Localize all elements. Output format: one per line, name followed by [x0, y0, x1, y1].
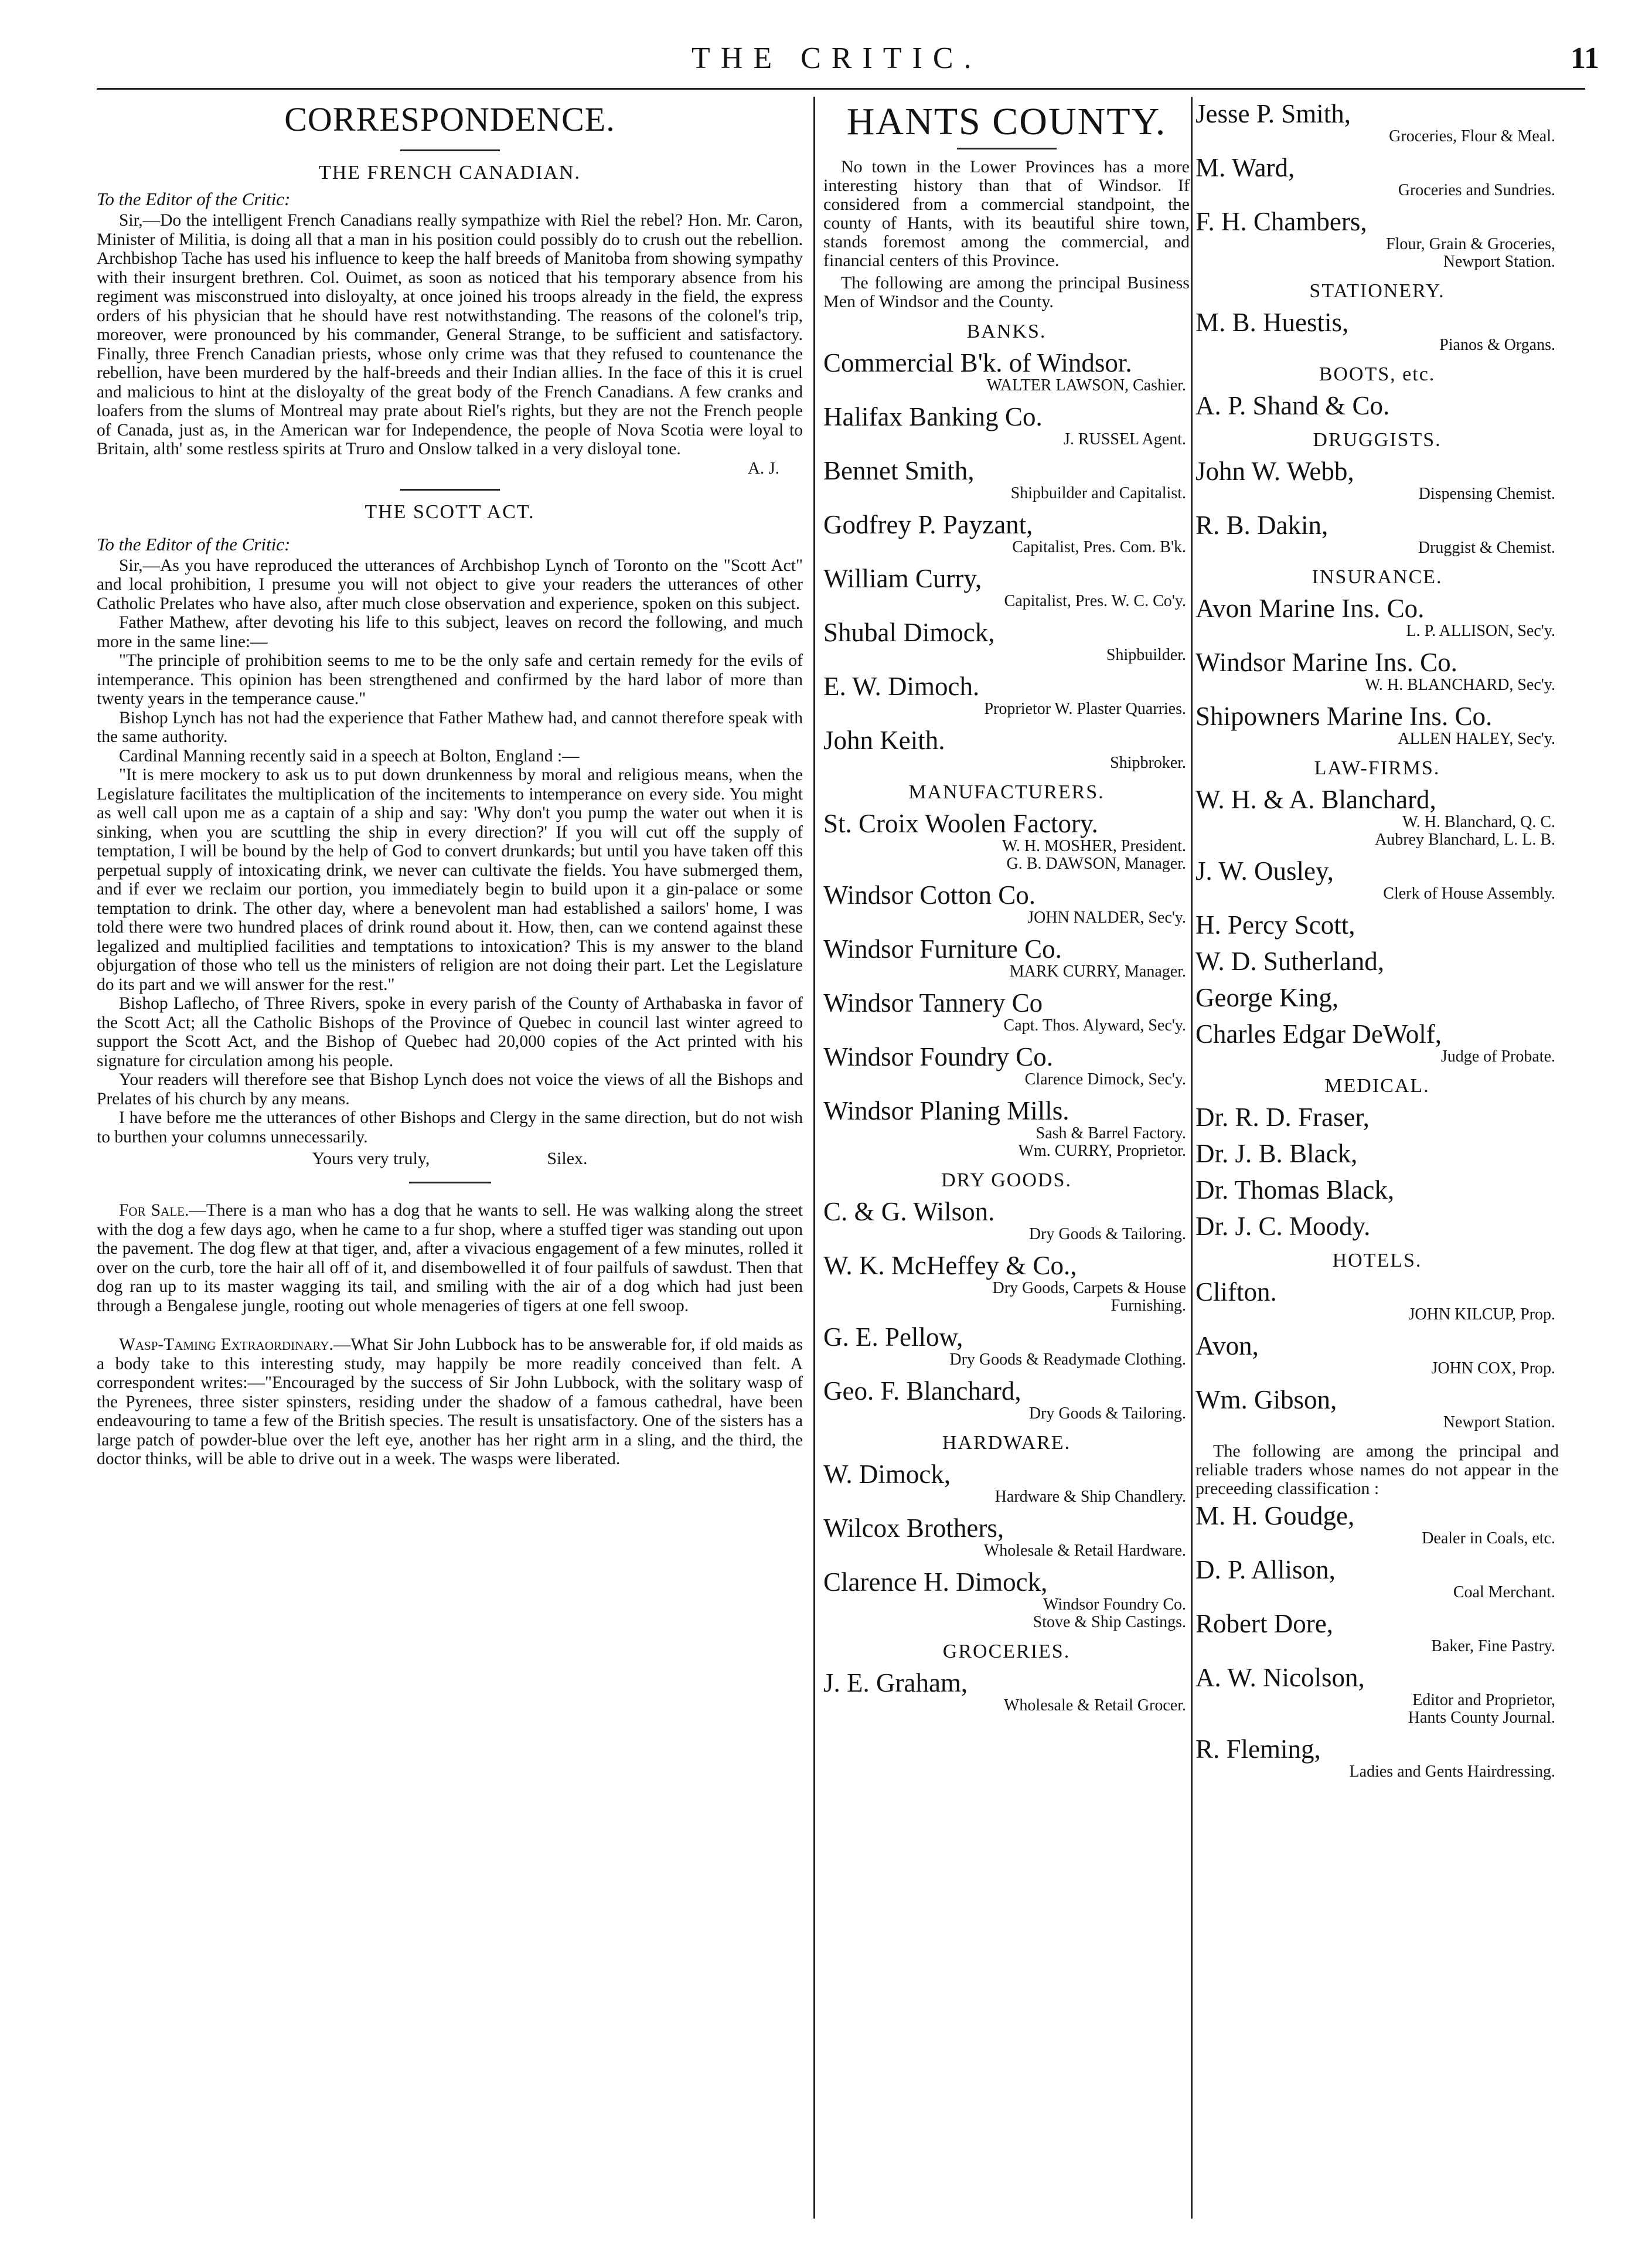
- business-detail: Judge of Probate.: [1440, 1047, 1555, 1066]
- directory-entry: [1195, 1139, 1559, 1168]
- directory-entry: [1195, 702, 1559, 748]
- business-detail: Dealer in Coals, etc.: [1422, 1529, 1555, 1547]
- business-name: Windsor Planing Mills.: [823, 1096, 1069, 1125]
- business-detail: Wholesale & Retail Grocer.: [1004, 1696, 1186, 1714]
- business-name: C. & G. Wilson.: [823, 1197, 995, 1226]
- business-detail: Dry Goods & Tailoring.: [1028, 1404, 1186, 1423]
- directory-entry: [823, 457, 1190, 502]
- directory-entry: [823, 564, 1190, 610]
- business-detail: W. H. Blanchard, Q. C.: [1402, 813, 1555, 831]
- directory-entry: [823, 989, 1190, 1035]
- business-detail: J. RUSSEL Agent.: [1064, 430, 1186, 448]
- hants-intro: No town in the Lower Provinces has a more interesting history than that of Windsor. If considered from a commercial standpoint, the county of Hants, with its beautiful shire town, stands foremost among the commercial, and financial centers of this Province.: [823, 157, 1190, 270]
- traders-intro: The following are among the principal and reliable traders whose names do not appear in the preceeding classification :: [1195, 1441, 1559, 1498]
- business-name: Avon Marine Ins. Co.: [1195, 594, 1425, 623]
- letter-title: THE SCOTT ACT.: [365, 501, 535, 523]
- business-name: Dr. Thomas Black,: [1195, 1175, 1395, 1205]
- directory-entry: [1195, 1278, 1559, 1324]
- business-detail: ALLEN HALEY, Sec'y.: [1398, 730, 1555, 748]
- business-name: John W. Webb,: [1195, 457, 1354, 486]
- business-detail: Clerk of House Assembly.: [1383, 884, 1555, 903]
- business-detail: Groceries and Sundries.: [1398, 181, 1555, 199]
- directory-entry: [1195, 857, 1559, 903]
- directory-entry: [823, 1377, 1190, 1423]
- business-name: Halifax Banking Co.: [823, 402, 1043, 431]
- business-name: Shipowners Marine Ins. Co.: [1195, 702, 1493, 731]
- directory-entry: [1195, 100, 1559, 145]
- directory-entry: [1195, 457, 1559, 503]
- item-text: There is a man who has a dog that he wants to sell. He was walking along the street with the dog a few days ago, when he came to a fur shop, where a stuffed tiger was standing out upon the pavement. The dog flew at that tiger, and, after a vivacious engagement of a few minutes, rolled it over on the curb, tore the hair all off of it, and disembowelled it of four pailfuls of sawdust. Then that dog ran up to its master wagging its tail, and smiling with the air of a dog which had just been through a Bengalese jungle, rooting out whole menageries of tigers at one fell swoop.: [97, 1201, 803, 1315]
- section-heading: HARDWARE.: [942, 1432, 1071, 1454]
- directory-list: [1195, 100, 1559, 271]
- business-detail: Groceries, Flour & Meal.: [1389, 127, 1555, 145]
- business-name: Jesse P. Smith,: [1195, 99, 1351, 128]
- business-name: Clifton.: [1195, 1277, 1277, 1307]
- business-detail: Dispensing Chemist.: [1418, 485, 1555, 503]
- directory-entry: [1195, 392, 1559, 420]
- business-name: George King,: [1195, 983, 1339, 1012]
- letter-signature: A. J.: [748, 458, 779, 478]
- letter-paragraph: Father Mathew, after devoting his life to this subject, leaves on record the following, and much more in the same line:—: [97, 613, 803, 651]
- business-name: R. B. Dakin,: [1195, 511, 1329, 540]
- hants-heading: HANTS COUNTY.: [846, 100, 1167, 143]
- business-name: A. P. Shand & Co.: [1195, 391, 1390, 420]
- business-name: Windsor Foundry Co.: [823, 1042, 1053, 1071]
- column-divider-2: [1191, 97, 1193, 2219]
- item-lead: Wasp-Taming Extraordinary.—: [119, 1335, 351, 1354]
- business-detail: Ladies and Gents Hairdressing.: [1349, 1763, 1555, 1781]
- business-name: J. W. Ousley,: [1195, 856, 1334, 886]
- divider: [400, 489, 500, 491]
- business-detail: Newport Station.: [1443, 1413, 1555, 1431]
- header-rule: [97, 88, 1585, 90]
- directory-entry: [1195, 1386, 1559, 1431]
- business-detail: Hardware & Ship Chandlery.: [994, 1488, 1186, 1506]
- section-heading: INSURANCE.: [1312, 566, 1443, 588]
- directory-entry: [1195, 1212, 1559, 1240]
- business-detail: JOHN COX, Prop.: [1431, 1359, 1555, 1377]
- business-name: Geo. F. Blanchard,: [823, 1376, 1021, 1406]
- directory-entry: [1195, 511, 1559, 557]
- business-name: W. K. McHeffey & Co.,: [823, 1251, 1077, 1280]
- business-name: M. Ward,: [1195, 153, 1295, 182]
- business-detail: Wm. CURRY, Proprietor.: [1018, 1142, 1186, 1160]
- business-detail: Clarence Dimock, Sec'y.: [1024, 1070, 1186, 1088]
- directory-entry: [823, 672, 1190, 718]
- business-name: M. H. Goudge,: [1195, 1501, 1355, 1530]
- letter-paragraph: "It is mere mockery to ask us to put down drunkenness by moral and religious means, when the Legislature facilitates the multiplication of the incitements to intemperance on every side. You might as well call upon me as a captain of a ship and say: 'Why don't you pump the water out when it is sinking, when you are scuttling the ship in every direction?' If you will cut off the supply of temptation, I will be bound by the help of God to convert drunkards; but until you have taken off this perpetual supply of intoxicating drink, we never can cultivate the fields. You have submerged them, and if ever we reclaim our portion, you immediately begin to build upon it a gin-palace or some temptation to drink. The other day, where a benevolent man had established a sailors' home, I was told there were two hundred places of drink round about it. How, then, can we contend against these legalized and multiplied facilities and temptations to intoxication? This is my answer to the bland objurgation of those who tell us the ministers of religion are not doing their part. Let the Legislature do its part and we will answer for the rest.": [97, 766, 803, 994]
- directory-entry: [1195, 308, 1559, 354]
- business-detail: Flour, Grain & Groceries,: [1386, 235, 1555, 253]
- business-detail: WALTER LAWSON, Cashier.: [986, 376, 1186, 394]
- business-name: M. B. Huestis,: [1195, 308, 1349, 337]
- directory-entry: [823, 403, 1190, 448]
- business-name: Robert Dore,: [1195, 1609, 1333, 1638]
- business-name: Dr. J. B. Black,: [1195, 1139, 1358, 1168]
- section-heading: GROCERIES.: [942, 1641, 1071, 1662]
- business-name: Dr. J. C. Moody.: [1195, 1212, 1371, 1241]
- business-detail: Pianos & Organs.: [1439, 336, 1555, 354]
- business-name: F. H. Chambers,: [1195, 207, 1367, 236]
- business-detail: Shipbuilder and Capitalist.: [1010, 484, 1186, 502]
- section-heading: DRY GOODS.: [941, 1169, 1072, 1191]
- directory-entry: [823, 511, 1190, 556]
- business-detail: W. H. BLANCHARD, Sec'y.: [1365, 676, 1555, 694]
- divider: [957, 148, 1057, 149]
- item-text: What Sir John Lubbock has to be answerable for, if old maids as a body take to this interesting study, may happily be more readily conceived than felt. A correspondent writes:—"Encouraged by the success of Sir John Lubbock, with the solitary wasp of the Pyrenees, three sister spinsters, residing under the shadow of a famous cathedral, have been endeavouring to tame a few of the British species. The result is unsatisfactory. One of the sisters has a large patch of powder-blue over the left eye, another has her right arm in a sling, and the third, the doctor thinks, will be able to drive out in a week. The wasps were liberated.: [97, 1335, 803, 1468]
- directory-entry: [823, 1043, 1190, 1088]
- business-detail: W. H. MOSHER, President.: [1002, 837, 1186, 855]
- section-heading: LAW-FIRMS.: [1314, 757, 1440, 779]
- directory-entry: [823, 1323, 1190, 1369]
- letter-paragraph: Your readers will therefore see that Bishop Lynch does not voice the views of all the Bishops and Prelates of his church by any means.: [97, 1070, 803, 1108]
- directory-entry: [1195, 207, 1559, 271]
- business-detail: Furnishing.: [1111, 1297, 1186, 1315]
- business-name: Windsor Marine Ins. Co.: [1195, 648, 1457, 677]
- hants-column: [823, 100, 1190, 1723]
- business-detail: Aubrey Blanchard, L. L. B.: [1375, 831, 1555, 849]
- business-name: G. E. Pellow,: [823, 1322, 963, 1352]
- letter-signature: Silex.: [547, 1149, 588, 1168]
- business-detail: Capitalist, Pres. Com. B'k.: [1012, 538, 1186, 556]
- directory-entry: [1195, 1020, 1559, 1066]
- business-name: Windsor Tannery Co: [823, 988, 1043, 1018]
- directory-entry: [1195, 648, 1559, 694]
- business-detail: Proprietor W. Plaster Quarries.: [984, 700, 1186, 718]
- business-detail: Baker, Fine Pastry.: [1431, 1637, 1555, 1655]
- letter-paragraph: Bishop Lynch has not had the experience that Father Mathew had, and cannot therefore speak with the same authority.: [97, 708, 803, 746]
- news-item: [97, 1335, 803, 1469]
- directory-entry: [1195, 785, 1559, 849]
- business-name: D. P. Allison,: [1195, 1555, 1336, 1584]
- business-name: John Keith.: [823, 726, 945, 755]
- business-name: J. E. Graham,: [823, 1668, 968, 1697]
- news-item: [97, 1201, 803, 1315]
- section-heading: MANUFACTURERS.: [908, 781, 1105, 803]
- business-name: Charles Edgar DeWolf,: [1195, 1019, 1442, 1049]
- business-detail: Dry Goods & Tailoring.: [1028, 1225, 1186, 1243]
- directory-entry: [1195, 1663, 1559, 1727]
- business-detail: Wholesale & Retail Hardware.: [983, 1542, 1186, 1560]
- business-detail: G. B. DAWSON, Manager.: [1006, 855, 1186, 873]
- directory-entry: [823, 349, 1190, 394]
- directory-entry: [823, 726, 1190, 772]
- business-name: Wm. Gibson,: [1195, 1385, 1337, 1414]
- directory-entry: [823, 1251, 1190, 1315]
- business-detail: Dry Goods, Carpets & House: [992, 1279, 1186, 1297]
- ornament-rule: [409, 1182, 491, 1183]
- section-heading: DRUGGISTS.: [1313, 429, 1442, 451]
- letter-paragraph: I have before me the utterances of other Bishops and Clergy in the same direction, but do not wish to burthen your columns unnecessarily.: [97, 1108, 803, 1146]
- newspaper-title: THE CRITIC.: [692, 42, 982, 75]
- business-name: R. Fleming,: [1195, 1734, 1321, 1764]
- directory-entry: [1195, 984, 1559, 1012]
- business-name: W. H. & A. Blanchard,: [1195, 785, 1436, 814]
- business-name: Wilcox Brothers,: [823, 1513, 1004, 1543]
- business-name: Clarence H. Dimock,: [823, 1567, 1048, 1597]
- business-detail: Stove & Ship Castings.: [1033, 1613, 1186, 1631]
- business-name: W. D. Sutherland,: [1195, 947, 1385, 976]
- directory-entry: [1195, 1610, 1559, 1655]
- business-name: Bennet Smith,: [823, 456, 975, 485]
- directory-entry: [823, 1514, 1190, 1560]
- section-heading: BANKS.: [966, 321, 1047, 342]
- business-detail: JOHN KILCUP, Prop.: [1408, 1305, 1555, 1324]
- letter-salutation: To the Editor of the Critic:: [97, 189, 291, 209]
- section-heading: MEDICAL.: [1324, 1075, 1430, 1097]
- business-name: Commercial B'k. of Windsor.: [823, 348, 1132, 377]
- business-detail: Shipbroker.: [1110, 754, 1186, 772]
- directory-entry: [1195, 947, 1559, 975]
- business-detail: Druggist & Chemist.: [1418, 539, 1555, 557]
- business-name: Dr. R. D. Fraser,: [1195, 1103, 1370, 1132]
- business-name: E. W. Dimoch.: [823, 672, 980, 701]
- section-heading: STATIONERY.: [1309, 280, 1445, 302]
- business-detail: Capitalist, Pres. W. C. Co'y.: [1004, 592, 1186, 610]
- closing-phrase: Yours very truly,: [312, 1149, 430, 1168]
- masthead: [0, 41, 1652, 94]
- business-detail: L. P. ALLISON, Sec'y.: [1406, 622, 1555, 640]
- page-number: 11: [1570, 42, 1599, 75]
- business-name: Windsor Furniture Co.: [823, 934, 1062, 964]
- directory-entry: [823, 809, 1190, 873]
- directory-list: [1195, 1502, 1559, 1781]
- directory-entry: [823, 935, 1190, 981]
- directory-entry: [823, 1460, 1190, 1506]
- directory-list: [1195, 280, 1559, 1431]
- section-heading: BOOTS, etc.: [1319, 363, 1436, 385]
- directory-entry: [1195, 1502, 1559, 1547]
- hants-intro: The following are among the principal Business Men of Windsor and the County.: [823, 273, 1190, 311]
- directory-entry: [1195, 594, 1559, 640]
- business-detail: JOHN NALDER, Sec'y.: [1027, 909, 1186, 927]
- business-name: Godfrey P. Payzant,: [823, 510, 1033, 539]
- business-name: Windsor Cotton Co.: [823, 880, 1036, 910]
- directory-entry: [1195, 1332, 1559, 1377]
- correspondence-column: [97, 100, 803, 1469]
- business-name: W. Dimock,: [823, 1459, 951, 1489]
- divider: [400, 149, 500, 151]
- directory-entry: [1195, 911, 1559, 939]
- business-detail: Coal Merchant.: [1453, 1583, 1555, 1601]
- business-name: Shubal Dimock,: [823, 618, 995, 647]
- business-name: Avon,: [1195, 1331, 1259, 1360]
- directory-entry: [1195, 1103, 1559, 1131]
- item-lead: For Sale.—: [119, 1201, 206, 1220]
- business-detail: Hants County Journal.: [1408, 1709, 1555, 1727]
- directory-entry: [823, 881, 1190, 927]
- business-detail: MARK CURRY, Manager.: [1009, 962, 1186, 981]
- section-heading: HOTELS.: [1332, 1250, 1422, 1271]
- directory-entry: [1195, 1556, 1559, 1601]
- directory-entry: [1195, 1735, 1559, 1781]
- directory-column: [1195, 100, 1559, 1789]
- letter-paragraph: Bishop Laflecho, of Three Rivers, spoke in every parish of the County of Arthabaska in favor of the Scott Act; all the Catholic Bishops of the Province of Quebec in council last winter agreed to support the Scott Act, and the Bishop of Quebec had 20,000 copies of the Act printed with his signature for circulation among his people.: [97, 994, 803, 1070]
- business-name: St. Croix Woolen Factory.: [823, 809, 1098, 838]
- letter-title: THE FRENCH CANADIAN.: [318, 162, 581, 183]
- directory-entry: [823, 1197, 1190, 1243]
- business-name: William Curry,: [823, 564, 982, 593]
- business-detail: Newport Station.: [1443, 253, 1555, 271]
- directory-entry: [823, 1568, 1190, 1631]
- directory-entry: [1195, 154, 1559, 199]
- directory-entry: [823, 1669, 1190, 1714]
- correspondence-heading: CORRESPONDENCE.: [284, 100, 615, 138]
- business-name: A. W. Nicolson,: [1195, 1663, 1365, 1692]
- letter-salutation: To the Editor of the Critic:: [97, 533, 291, 554]
- column-divider-1: [813, 97, 815, 2219]
- business-detail: Shipbuilder.: [1106, 646, 1186, 664]
- letter-paragraph: Cardinal Manning recently said in a speech at Bolton, England :—: [119, 746, 580, 766]
- letter-paragraph: Sir,—As you have reproduced the utterances of Archbishop Lynch of Toronto on the "Scott Act" and local prohibition, I presume you will not object to give your readers the utterances of other Catholic Prelates who have also, after much close observation and experience, spoken on this subject.: [97, 556, 803, 613]
- directory-list: [823, 321, 1190, 1714]
- business-detail: Dry Goods & Readymade Clothing.: [949, 1350, 1186, 1369]
- business-name: H. Percy Scott,: [1195, 910, 1355, 940]
- business-detail: Editor and Proprietor,: [1412, 1691, 1555, 1709]
- letter-paragraph: "The principle of prohibition seems to me to be the only safe and certain remedy for the evils of intemperance. This opinion has been strengthened and confirmed by the hard labor of more than twenty years in the temperance cause.": [97, 651, 803, 708]
- directory-entry: [823, 618, 1190, 664]
- directory-entry: [1195, 1176, 1559, 1204]
- business-detail: Sash & Barrel Factory.: [1036, 1124, 1186, 1142]
- business-detail: Windsor Foundry Co.: [1043, 1595, 1186, 1614]
- directory-entry: [823, 1097, 1190, 1160]
- business-detail: Capt. Thos. Alyward, Sec'y.: [1003, 1016, 1186, 1035]
- letter-body: Sir,—Do the intelligent French Canadians really sympathize with Riel the rebel? Hon. Mr. Caron, Minister of Militia, is doing all that a man in his position could possibly do to crush out the rebellion. Archbishop Tache has used his influence to keep the half breeds of Manitoba from showing sympathy with their insurgent brethren. Col. Ouimet, as soon as noticed that his temporary absence from his regiment was misconstrued into disloyalty, at once joined his troops already in the field, the express orders of his physician that he should have rest notwithstanding. The reasons of the colonel's trip, moreover, were pronounced by his commander, General Strange, to be sufficient and satisfactory. Finally, three French Canadian priests, whose only crime was that they refused to countenance the rebellion, have been murdered by the half-breeds and their Indian allies. In the face of this it is cruel and malicious to hint at the disloyalty of the great body of the French Canadians. A few cranks and loafers from the slums of Montreal may prate about Riel's rights, but they are not the French people of Canada, just as, in the American war for Independence, the people of Nova Scotia were loyal to Britain, alth' some restless spirits at Truro and Onslow talked in a very disloyal tone.: [97, 211, 803, 458]
- letter-closing: [97, 1149, 803, 1169]
